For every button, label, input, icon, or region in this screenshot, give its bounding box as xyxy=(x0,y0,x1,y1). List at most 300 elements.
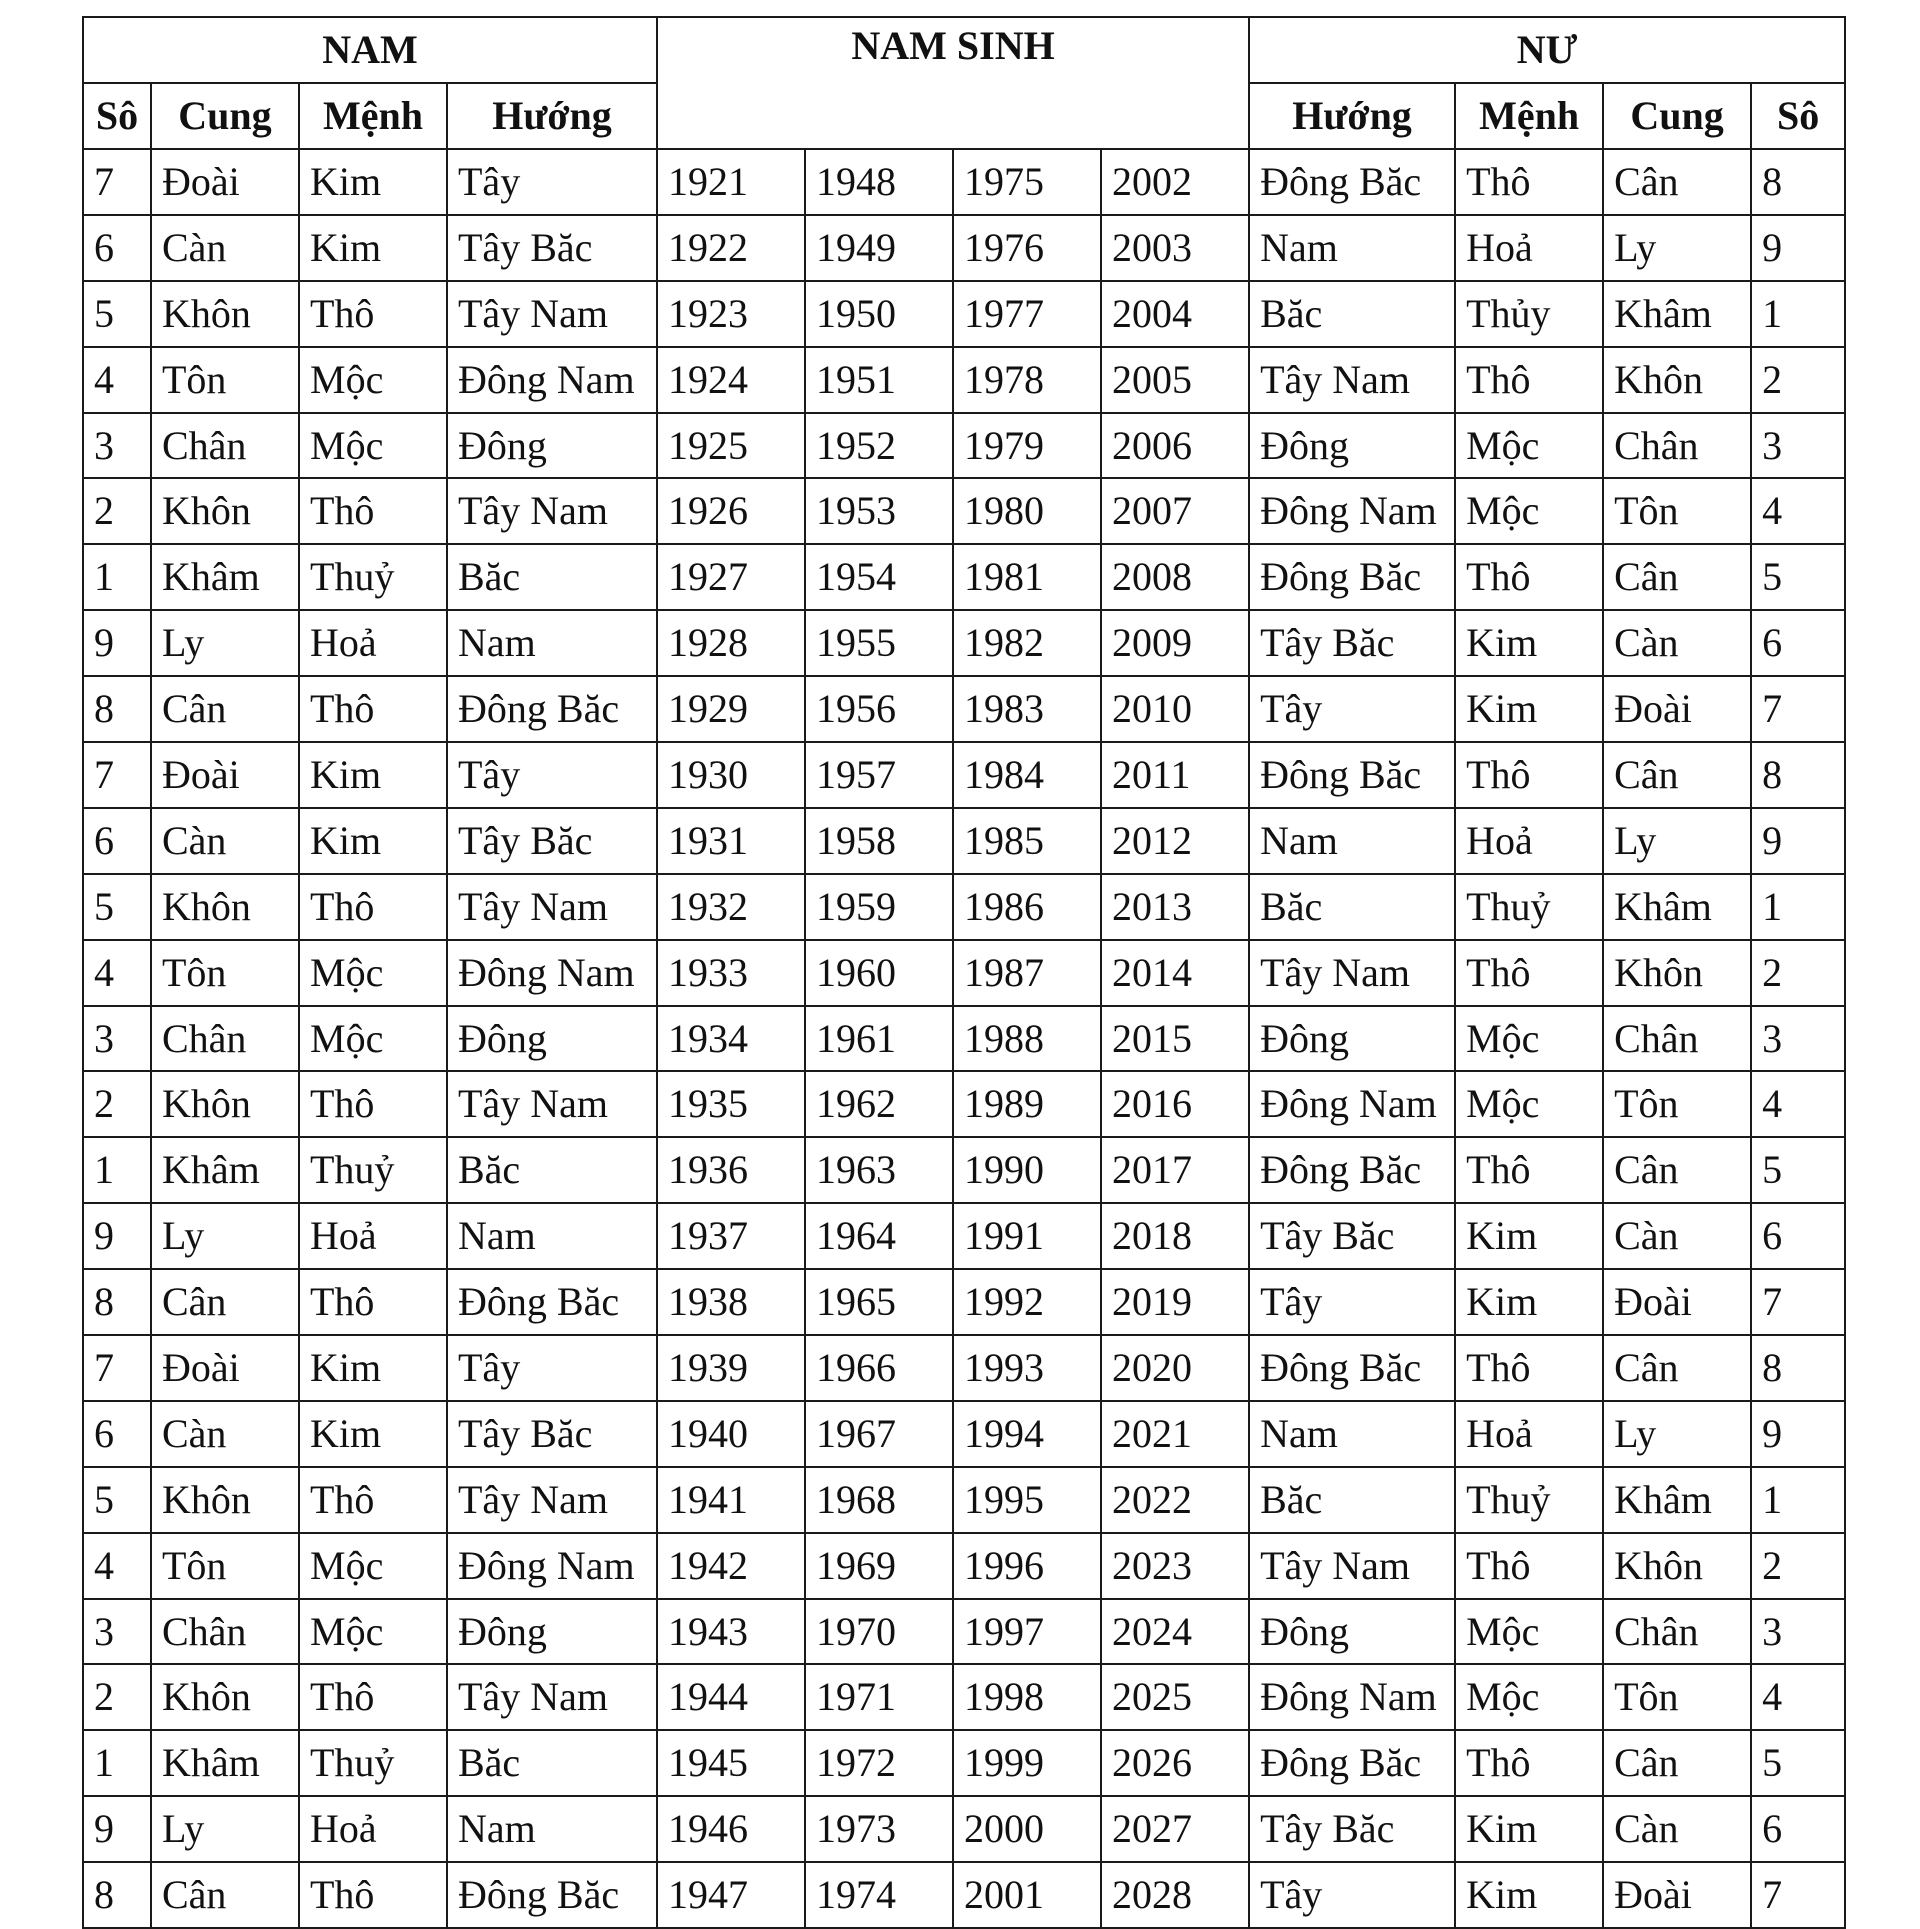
cell-nu-so: 5 xyxy=(1751,1137,1845,1203)
cell-year-1: 1945 xyxy=(657,1730,805,1796)
cell-year-2: 1962 xyxy=(805,1071,953,1137)
cell-nam-so: 7 xyxy=(83,149,151,215)
cell-nam-huong: Nam xyxy=(447,1796,657,1862)
cell-nu-menh: Thuỷ xyxy=(1455,1467,1603,1533)
cell-year-2: 1954 xyxy=(805,544,953,610)
cell-nu-so: 3 xyxy=(1751,1599,1845,1665)
cell-nu-so: 6 xyxy=(1751,610,1845,676)
cell-year-4: 2022 xyxy=(1101,1467,1249,1533)
table-row xyxy=(83,1006,1845,1072)
cell-nu-menh: Mộc xyxy=(1455,1071,1603,1137)
cell-nu-cung: Cân xyxy=(1603,1137,1751,1203)
group-header-row xyxy=(83,17,1845,83)
cell-nam-huong: Tây Nam xyxy=(447,874,657,940)
cell-nu-menh: Thô xyxy=(1455,1137,1603,1203)
cell-year-2: 1961 xyxy=(805,1006,953,1072)
cell-year-2: 1967 xyxy=(805,1401,953,1467)
cell-year-2: 1972 xyxy=(805,1730,953,1796)
cell-nu-so: 5 xyxy=(1751,544,1845,610)
cell-year-3: 1996 xyxy=(953,1533,1101,1599)
cell-nu-so: 9 xyxy=(1751,808,1845,874)
table-row xyxy=(83,610,1845,676)
cell-nu-cung: Ly xyxy=(1603,215,1751,281)
cell-nu-cung: Ly xyxy=(1603,1401,1751,1467)
cell-nu-so: 2 xyxy=(1751,940,1845,1006)
table-row xyxy=(83,808,1845,874)
cell-nam-huong: Tây Nam xyxy=(447,1467,657,1533)
cell-year-3: 1976 xyxy=(953,215,1101,281)
cell-year-4: 2003 xyxy=(1101,215,1249,281)
cell-year-2: 1953 xyxy=(805,478,953,544)
cell-year-3: 1994 xyxy=(953,1401,1101,1467)
cell-nam-huong: Băc xyxy=(447,1730,657,1796)
col-header-nam-menh: Mệnh xyxy=(299,83,447,149)
table-row xyxy=(83,1335,1845,1401)
cell-nam-so: 9 xyxy=(83,1203,151,1269)
cell-nam-cung: Khôn xyxy=(151,1664,299,1730)
group-header-nam: NAM xyxy=(83,17,657,83)
cell-nam-menh: Mộc xyxy=(299,940,447,1006)
cell-nu-cung: Càn xyxy=(1603,1203,1751,1269)
cell-nu-so: 8 xyxy=(1751,1335,1845,1401)
cell-year-1: 1937 xyxy=(657,1203,805,1269)
table-row xyxy=(83,1730,1845,1796)
cell-nu-huong: Đông xyxy=(1249,1599,1455,1665)
cell-nu-huong: Đông xyxy=(1249,413,1455,479)
cell-year-4: 2026 xyxy=(1101,1730,1249,1796)
table-row xyxy=(83,281,1845,347)
cell-nu-cung: Khâm xyxy=(1603,281,1751,347)
cell-year-3: 1997 xyxy=(953,1599,1101,1665)
cell-year-3: 2001 xyxy=(953,1862,1101,1928)
cell-nam-cung: Chân xyxy=(151,1599,299,1665)
cell-year-2: 1950 xyxy=(805,281,953,347)
cell-nu-menh: Kim xyxy=(1455,1269,1603,1335)
cell-nu-menh: Thô xyxy=(1455,1335,1603,1401)
cell-nu-menh: Mộc xyxy=(1455,478,1603,544)
cell-nam-menh: Kim xyxy=(299,742,447,808)
cell-nu-cung: Cân xyxy=(1603,544,1751,610)
cell-nam-so: 4 xyxy=(83,1533,151,1599)
cell-nam-so: 8 xyxy=(83,676,151,742)
cell-year-3: 1998 xyxy=(953,1664,1101,1730)
cell-nu-menh: Thô xyxy=(1455,1730,1603,1796)
cell-year-1: 1938 xyxy=(657,1269,805,1335)
cell-nu-so: 2 xyxy=(1751,347,1845,413)
cell-nam-so: 8 xyxy=(83,1862,151,1928)
cell-nam-so: 1 xyxy=(83,1137,151,1203)
cell-year-2: 1960 xyxy=(805,940,953,1006)
cell-nu-menh: Hoả xyxy=(1455,1401,1603,1467)
cell-year-1: 1939 xyxy=(657,1335,805,1401)
cell-nu-menh: Mộc xyxy=(1455,1006,1603,1072)
cell-nam-huong: Đông Nam xyxy=(447,940,657,1006)
cell-year-1: 1936 xyxy=(657,1137,805,1203)
cell-nam-menh: Kim xyxy=(299,808,447,874)
cell-nu-menh: Hoả xyxy=(1455,215,1603,281)
cell-nu-huong: Nam xyxy=(1249,808,1455,874)
table-row xyxy=(83,478,1845,544)
cell-nam-cung: Khôn xyxy=(151,874,299,940)
cell-nam-so: 2 xyxy=(83,1071,151,1137)
cell-year-2: 1957 xyxy=(805,742,953,808)
cell-nu-huong: Đông Nam xyxy=(1249,1664,1455,1730)
cell-nu-cung: Đoài xyxy=(1603,676,1751,742)
cell-year-3: 1987 xyxy=(953,940,1101,1006)
cell-nam-huong: Băc xyxy=(447,1137,657,1203)
col-header-nam-cung: Cung xyxy=(151,83,299,149)
cell-year-4: 2002 xyxy=(1101,149,1249,215)
cell-nam-huong: Tây Băc xyxy=(447,1401,657,1467)
cell-nam-huong: Đông Nam xyxy=(447,347,657,413)
cell-nam-so: 4 xyxy=(83,940,151,1006)
cell-nam-menh: Kim xyxy=(299,1335,447,1401)
cell-nam-menh: Hoả xyxy=(299,1203,447,1269)
cell-nu-huong: Đông Băc xyxy=(1249,544,1455,610)
table-row xyxy=(83,874,1845,940)
cell-nam-so: 1 xyxy=(83,1730,151,1796)
cell-year-1: 1947 xyxy=(657,1862,805,1928)
cell-nam-huong: Tây Nam xyxy=(447,1071,657,1137)
cell-nu-menh: Thô xyxy=(1455,347,1603,413)
cell-nu-so: 1 xyxy=(1751,1467,1845,1533)
cell-nu-cung: Khôn xyxy=(1603,1533,1751,1599)
cell-year-2: 1956 xyxy=(805,676,953,742)
cell-year-3: 1980 xyxy=(953,478,1101,544)
table-body xyxy=(83,149,1845,1928)
cell-year-1: 1922 xyxy=(657,215,805,281)
cell-nu-huong: Tây Băc xyxy=(1249,1796,1455,1862)
cell-nu-huong: Băc xyxy=(1249,281,1455,347)
cell-nam-menh: Hoả xyxy=(299,610,447,676)
cell-nu-huong: Đông Băc xyxy=(1249,149,1455,215)
cell-nu-so: 7 xyxy=(1751,1269,1845,1335)
cell-year-4: 2007 xyxy=(1101,478,1249,544)
group-header-nu: NƯ xyxy=(1249,17,1845,83)
cell-year-3: 1985 xyxy=(953,808,1101,874)
cell-year-3: 1989 xyxy=(953,1071,1101,1137)
cell-year-1: 1925 xyxy=(657,413,805,479)
cell-year-3: 1993 xyxy=(953,1335,1101,1401)
cell-nu-so: 1 xyxy=(1751,874,1845,940)
cell-nam-so: 9 xyxy=(83,610,151,676)
cell-year-3: 1977 xyxy=(953,281,1101,347)
cell-year-4: 2027 xyxy=(1101,1796,1249,1862)
cell-year-2: 1970 xyxy=(805,1599,953,1665)
cell-nu-menh: Kim xyxy=(1455,1203,1603,1269)
col-header-nu-so: Sô xyxy=(1751,83,1845,149)
cell-nu-huong: Đông Băc xyxy=(1249,1137,1455,1203)
cell-nu-cung: Tôn xyxy=(1603,478,1751,544)
cell-nam-so: 3 xyxy=(83,413,151,479)
cell-nu-so: 9 xyxy=(1751,215,1845,281)
cell-nam-so: 3 xyxy=(83,1599,151,1665)
cell-year-1: 1935 xyxy=(657,1071,805,1137)
cell-year-2: 1966 xyxy=(805,1335,953,1401)
cell-nu-cung: Khôn xyxy=(1603,940,1751,1006)
cell-year-3: 1984 xyxy=(953,742,1101,808)
cell-year-3: 1978 xyxy=(953,347,1101,413)
cell-nam-menh: Mộc xyxy=(299,1599,447,1665)
cell-nu-so: 3 xyxy=(1751,413,1845,479)
cell-nu-menh: Thô xyxy=(1455,544,1603,610)
table-row xyxy=(83,347,1845,413)
table-row xyxy=(83,1203,1845,1269)
cell-year-3: 1982 xyxy=(953,610,1101,676)
cell-nu-huong: Băc xyxy=(1249,874,1455,940)
cell-nam-menh: Thô xyxy=(299,478,447,544)
cell-nam-cung: Đoài xyxy=(151,149,299,215)
cell-nu-so: 4 xyxy=(1751,1071,1845,1137)
cell-nu-menh: Thô xyxy=(1455,149,1603,215)
cell-year-2: 1951 xyxy=(805,347,953,413)
cell-nam-menh: Thô xyxy=(299,1071,447,1137)
cell-nam-so: 6 xyxy=(83,1401,151,1467)
cell-year-4: 2018 xyxy=(1101,1203,1249,1269)
cell-year-4: 2021 xyxy=(1101,1401,1249,1467)
cell-nam-cung: Tôn xyxy=(151,347,299,413)
cell-nam-cung: Khôn xyxy=(151,281,299,347)
cell-nu-menh: Thủy xyxy=(1455,281,1603,347)
cell-year-3: 1983 xyxy=(953,676,1101,742)
cell-nu-huong: Đông Băc xyxy=(1249,742,1455,808)
cell-year-4: 2009 xyxy=(1101,610,1249,676)
cell-year-4: 2010 xyxy=(1101,676,1249,742)
cell-nam-cung: Tôn xyxy=(151,1533,299,1599)
cell-nam-huong: Đông xyxy=(447,413,657,479)
table-row xyxy=(83,544,1845,610)
cell-nu-so: 4 xyxy=(1751,478,1845,544)
cell-year-3: 1986 xyxy=(953,874,1101,940)
table-row xyxy=(83,1137,1845,1203)
cell-nam-huong: Đông Băc xyxy=(447,1862,657,1928)
cell-nu-menh: Kim xyxy=(1455,1862,1603,1928)
cell-year-4: 2015 xyxy=(1101,1006,1249,1072)
cell-nam-cung: Tôn xyxy=(151,940,299,1006)
cell-nam-cung: Khôn xyxy=(151,1071,299,1137)
cell-nu-cung: Chân xyxy=(1603,1006,1751,1072)
cell-year-3: 1992 xyxy=(953,1269,1101,1335)
cell-nam-menh: Thô xyxy=(299,281,447,347)
cell-nu-so: 1 xyxy=(1751,281,1845,347)
cell-year-1: 1944 xyxy=(657,1664,805,1730)
cell-year-4: 2013 xyxy=(1101,874,1249,940)
cell-nu-so: 6 xyxy=(1751,1203,1845,1269)
cell-nu-huong: Tây Băc xyxy=(1249,1203,1455,1269)
cell-nam-so: 7 xyxy=(83,742,151,808)
cell-year-3: 1979 xyxy=(953,413,1101,479)
cell-nu-cung: Cân xyxy=(1603,149,1751,215)
cell-nam-menh: Mộc xyxy=(299,347,447,413)
cell-year-1: 1933 xyxy=(657,940,805,1006)
cell-year-2: 1965 xyxy=(805,1269,953,1335)
cell-year-2: 1968 xyxy=(805,1467,953,1533)
cell-nam-huong: Băc xyxy=(447,544,657,610)
cell-nu-huong: Tây Nam xyxy=(1249,347,1455,413)
cell-nam-cung: Cân xyxy=(151,676,299,742)
cell-nam-cung: Ly xyxy=(151,1203,299,1269)
cell-year-2: 1958 xyxy=(805,808,953,874)
cell-nam-so: 9 xyxy=(83,1796,151,1862)
cell-nu-menh: Kim xyxy=(1455,676,1603,742)
cell-nam-huong: Tây Nam xyxy=(447,1664,657,1730)
cell-year-1: 1931 xyxy=(657,808,805,874)
cell-year-4: 2019 xyxy=(1101,1269,1249,1335)
cell-year-4: 2024 xyxy=(1101,1599,1249,1665)
cell-nam-huong: Nam xyxy=(447,1203,657,1269)
cell-nu-huong: Nam xyxy=(1249,1401,1455,1467)
table-row xyxy=(83,1664,1845,1730)
cell-year-1: 1943 xyxy=(657,1599,805,1665)
cell-year-4: 2025 xyxy=(1101,1664,1249,1730)
cell-nam-huong: Đông Băc xyxy=(447,676,657,742)
cell-nam-menh: Kim xyxy=(299,149,447,215)
cell-nam-huong: Tây xyxy=(447,742,657,808)
feng-shui-table xyxy=(82,16,1846,1929)
cell-year-2: 1948 xyxy=(805,149,953,215)
cell-year-4: 2008 xyxy=(1101,544,1249,610)
cell-year-4: 2014 xyxy=(1101,940,1249,1006)
cell-year-3: 1990 xyxy=(953,1137,1101,1203)
cell-nu-huong: Tây xyxy=(1249,1269,1455,1335)
cell-nam-cung: Cân xyxy=(151,1269,299,1335)
table-row xyxy=(83,1467,1845,1533)
cell-nu-huong: Băc xyxy=(1249,1467,1455,1533)
cell-nam-cung: Đoài xyxy=(151,1335,299,1401)
cell-nu-menh: Mộc xyxy=(1455,1599,1603,1665)
cell-year-4: 2017 xyxy=(1101,1137,1249,1203)
cell-nam-huong: Tây xyxy=(447,149,657,215)
cell-nu-huong: Đông Băc xyxy=(1249,1730,1455,1796)
cell-nam-menh: Hoả xyxy=(299,1796,447,1862)
cell-nu-huong: Đông Băc xyxy=(1249,1335,1455,1401)
cell-year-2: 1959 xyxy=(805,874,953,940)
cell-nu-so: 4 xyxy=(1751,1664,1845,1730)
cell-nam-huong: Tây Nam xyxy=(447,478,657,544)
cell-nu-so: 2 xyxy=(1751,1533,1845,1599)
cell-nu-so: 7 xyxy=(1751,1862,1845,1928)
cell-year-1: 1934 xyxy=(657,1006,805,1072)
cell-year-2: 1969 xyxy=(805,1533,953,1599)
cell-year-4: 2016 xyxy=(1101,1071,1249,1137)
cell-nam-so: 5 xyxy=(83,874,151,940)
cell-year-1: 1930 xyxy=(657,742,805,808)
table-row xyxy=(83,149,1845,215)
cell-nam-cung: Chân xyxy=(151,413,299,479)
cell-nam-menh: Kim xyxy=(299,215,447,281)
cell-nam-cung: Ly xyxy=(151,1796,299,1862)
cell-nam-huong: Đông xyxy=(447,1006,657,1072)
cell-year-1: 1932 xyxy=(657,874,805,940)
cell-year-4: 2028 xyxy=(1101,1862,1249,1928)
col-header-nam-huong: Hướng xyxy=(447,83,657,149)
cell-nu-cung: Càn xyxy=(1603,610,1751,676)
cell-nu-menh: Thô xyxy=(1455,940,1603,1006)
cell-nu-cung: Khâm xyxy=(1603,874,1751,940)
cell-year-2: 1964 xyxy=(805,1203,953,1269)
table-row xyxy=(83,742,1845,808)
cell-year-1: 1927 xyxy=(657,544,805,610)
table-row xyxy=(83,676,1845,742)
cell-nam-cung: Đoài xyxy=(151,742,299,808)
cell-nu-cung: Đoài xyxy=(1603,1862,1751,1928)
cell-year-1: 1921 xyxy=(657,149,805,215)
cell-nam-huong: Nam xyxy=(447,610,657,676)
group-header-namsinh: NAM SINH xyxy=(657,17,1249,149)
cell-nam-so: 6 xyxy=(83,808,151,874)
cell-year-2: 1949 xyxy=(805,215,953,281)
cell-year-4: 2012 xyxy=(1101,808,1249,874)
cell-nu-huong: Nam xyxy=(1249,215,1455,281)
table-row xyxy=(83,1401,1845,1467)
cell-nam-menh: Thô xyxy=(299,1269,447,1335)
cell-nam-cung: Càn xyxy=(151,215,299,281)
cell-nam-so: 3 xyxy=(83,1006,151,1072)
cell-nam-huong: Tây xyxy=(447,1335,657,1401)
cell-year-4: 2023 xyxy=(1101,1533,1249,1599)
cell-year-1: 1924 xyxy=(657,347,805,413)
col-header-nu-cung: Cung xyxy=(1603,83,1751,149)
cell-nu-so: 6 xyxy=(1751,1796,1845,1862)
cell-nu-menh: Kim xyxy=(1455,1796,1603,1862)
cell-nam-cung: Ly xyxy=(151,610,299,676)
cell-nam-menh: Mộc xyxy=(299,1006,447,1072)
cell-year-1: 1926 xyxy=(657,478,805,544)
cell-nu-so: 8 xyxy=(1751,149,1845,215)
cell-year-4: 2006 xyxy=(1101,413,1249,479)
cell-nu-menh: Mộc xyxy=(1455,413,1603,479)
cell-nu-so: 8 xyxy=(1751,742,1845,808)
cell-nam-cung: Chân xyxy=(151,1006,299,1072)
cell-nu-menh: Mộc xyxy=(1455,1664,1603,1730)
cell-nu-huong: Đông Nam xyxy=(1249,1071,1455,1137)
col-header-nu-huong: Hướng xyxy=(1249,83,1455,149)
cell-nu-menh: Hoả xyxy=(1455,808,1603,874)
cell-nam-menh: Thô xyxy=(299,1862,447,1928)
cell-year-2: 1955 xyxy=(805,610,953,676)
cell-nu-cung: Càn xyxy=(1603,1796,1751,1862)
cell-year-2: 1952 xyxy=(805,413,953,479)
cell-year-1: 1923 xyxy=(657,281,805,347)
cell-year-2: 1963 xyxy=(805,1137,953,1203)
table-row xyxy=(83,215,1845,281)
cell-nam-cung: Càn xyxy=(151,808,299,874)
cell-year-2: 1974 xyxy=(805,1862,953,1928)
cell-nam-menh: Thuỷ xyxy=(299,1137,447,1203)
cell-nam-huong: Đông Nam xyxy=(447,1533,657,1599)
cell-year-4: 2011 xyxy=(1101,742,1249,808)
cell-year-4: 2020 xyxy=(1101,1335,1249,1401)
table-row xyxy=(83,1599,1845,1665)
cell-year-3: 1995 xyxy=(953,1467,1101,1533)
cell-year-3: 1991 xyxy=(953,1203,1101,1269)
col-header-nam-so: Sô xyxy=(83,83,151,149)
cell-nam-huong: Tây Băc xyxy=(447,215,657,281)
cell-nam-menh: Mộc xyxy=(299,413,447,479)
cell-nu-huong: Đông xyxy=(1249,1006,1455,1072)
cell-nu-so: 9 xyxy=(1751,1401,1845,1467)
cell-nu-menh: Thô xyxy=(1455,1533,1603,1599)
cell-nam-cung: Khôn xyxy=(151,478,299,544)
cell-year-3: 1988 xyxy=(953,1006,1101,1072)
table-row xyxy=(83,1071,1845,1137)
cell-year-3: 1981 xyxy=(953,544,1101,610)
cell-nu-cung: Tôn xyxy=(1603,1071,1751,1137)
cell-nam-cung: Cân xyxy=(151,1862,299,1928)
cell-year-3: 1999 xyxy=(953,1730,1101,1796)
cell-nu-so: 5 xyxy=(1751,1730,1845,1796)
cell-nam-cung: Càn xyxy=(151,1401,299,1467)
